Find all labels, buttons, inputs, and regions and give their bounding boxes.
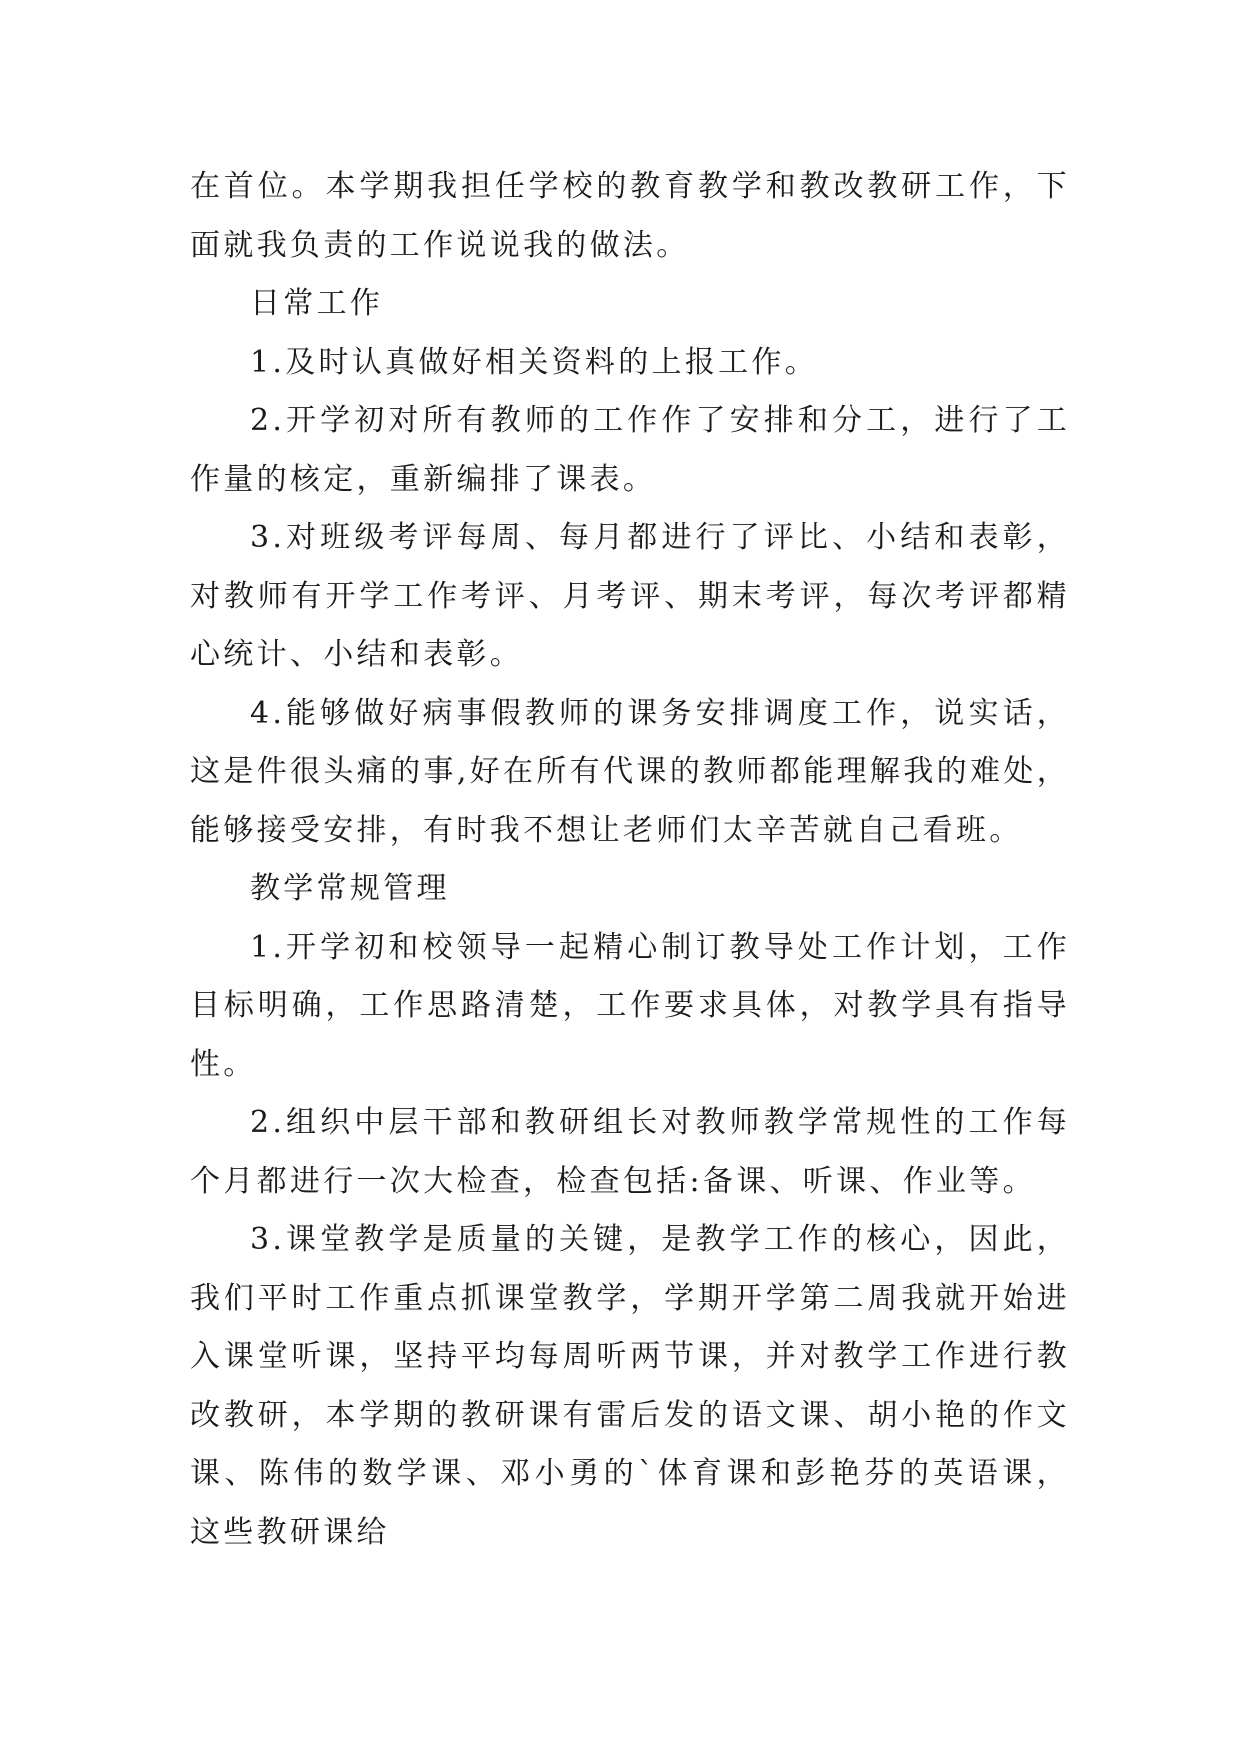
list-item-daily-1: 1.及时认真做好相关资料的上报工作。 [250,344,819,380]
list-item-teaching-1: 1.开学初和校领导一起精心制订教导处工作计划，工作目标明确，工作思路清楚，工作要求具体，对教学具有指导性。 [190,929,1070,1082]
document-body [190,158,1070,1562]
section-heading-daily-work: 日常工作 [250,286,384,321]
list-item-teaching-3: 3.课堂教学是质量的关键，是教学工作的核心，因此，我们平时工作重点抓课堂教学，学期开学第二周我就开始进入课堂听课，坚持平均每周听两节课，并对教学工作进行教改教研，本学期的教研课有雷后发的语文课、胡小艳的作文课、陈伟的数学课、邓小勇的`体育课和彭艳芬的英语课，这些教研课给 [190,1222,1070,1550]
list-item-teaching-2: 2.组织中层干部和教研组长对教师教学常规性的工作每个月都进行一次大检查，检查包括:备课、听课、作业等。 [190,1105,1070,1199]
list-item-daily-3: 3.对班级考评每周、每月都进行了评比、小结和表彰，对教师有开学工作考评、月考评、期末考评，每次考评都精心统计、小结和表彰。 [190,520,1070,672]
list-item-daily-4: 4.能够做好病事假教师的课务安排调度工作，说实话，这是件很头痛的事,好在所有代课的教师都能理解我的难处，能够接受安排，有时我不想让老师们太辛苦就自己看班。 [190,695,1070,848]
paragraph-continuation: 在首位。本学期我担任学校的教育教学和教改教研工作，下面就我负责的工作说说我的做法。 [190,169,1070,263]
list-item-daily-2: 2.开学初对所有教师的工作作了安排和分工，进行了工作量的核定，重新编排了课表。 [190,403,1070,497]
section-heading-teaching-routine: 教学常规管理 [250,871,450,906]
